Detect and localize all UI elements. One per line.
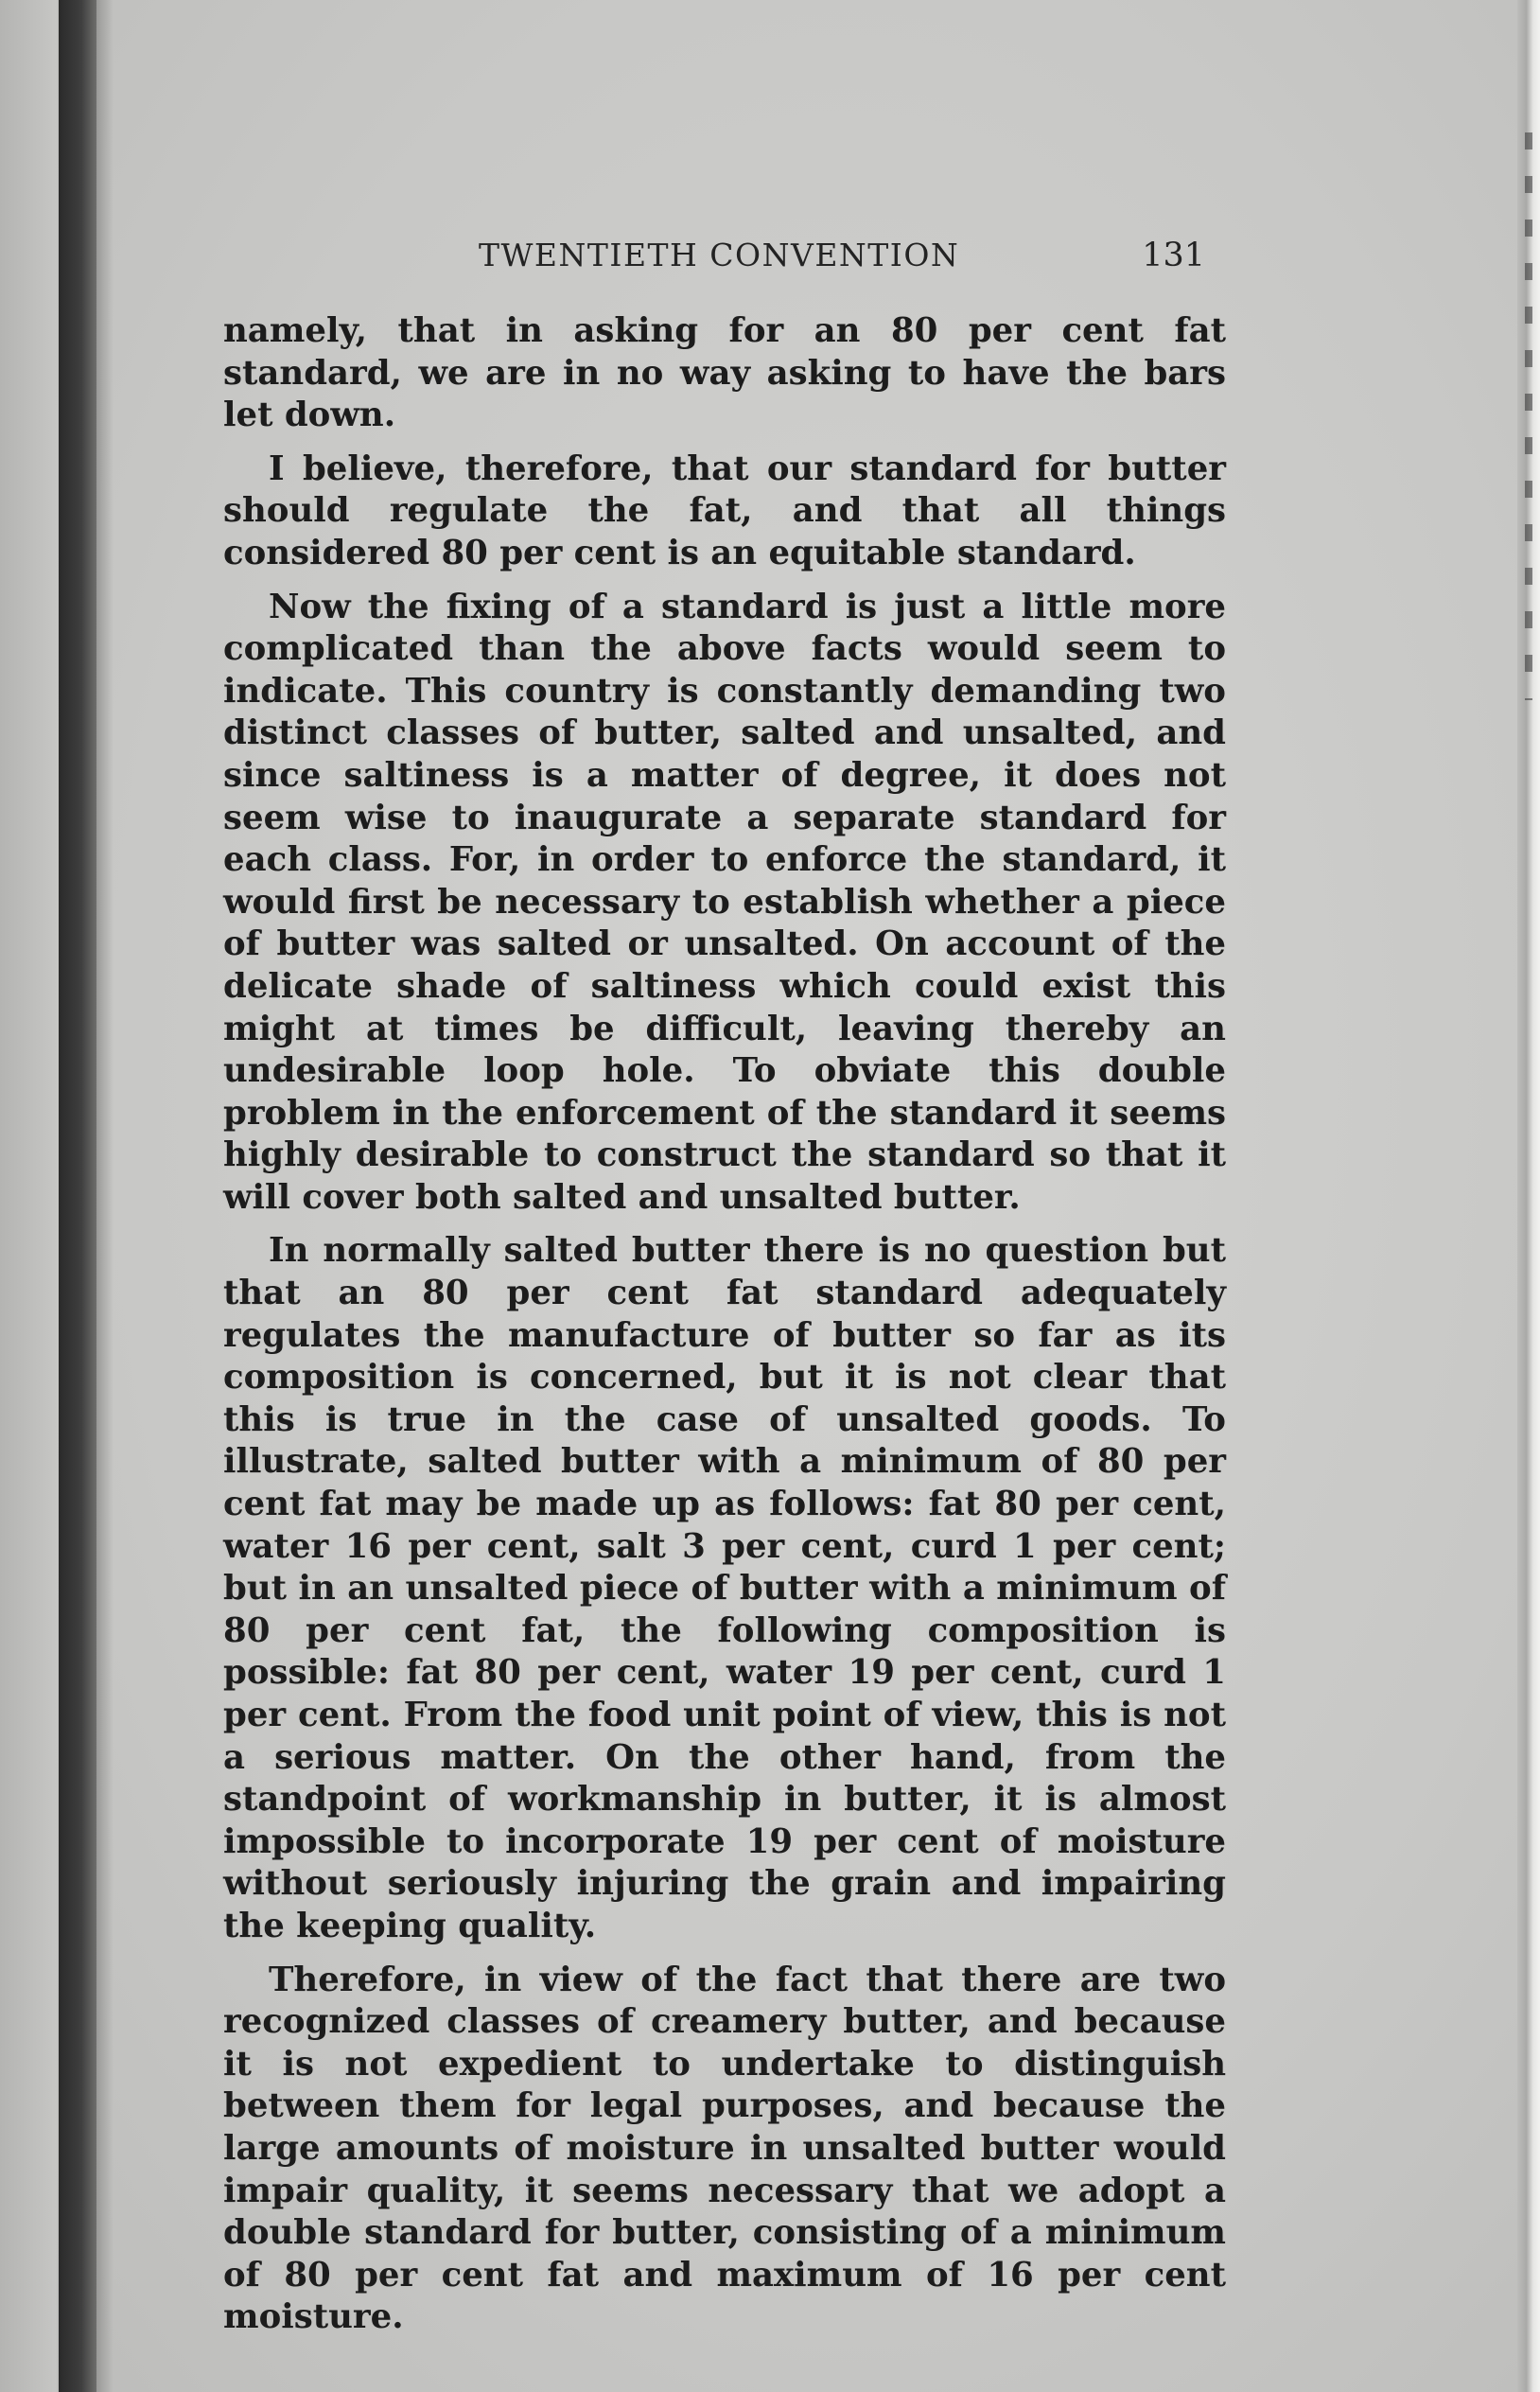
gutter-shadow (96, 0, 114, 2392)
running-title: TWENTIETH CONVENTION (479, 237, 960, 273)
paragraph-2: I believe, therefore, that our standard for butter should regulate the fat, and that all things considered 80 per cent is an equitable standard. (223, 448, 1226, 572)
binding-gutter (59, 0, 96, 2392)
body-text (223, 310, 1226, 2350)
paragraph-4: In normally salted butter there is no question but that an 80 per cent fat standard adequately regulates the manufacture of butter so far as its composition is concerned, but it is not clear that this is true in the case of unsalted goods. To illustrate, salted butter with a minimum of 80 per cent fat may be made up as follows: fat 80 per cent, water 16 per cent, salt 3 per cent, curd 1 per cent; but in an unsalted piece of butter with a minimum of 80 per cent fat, the following composition is possible: fat 80 per cent, water 19 per cent, curd 1 per cent. From the food unit point of view, this is not a serious matter. On the other hand, from the standpoint of workmanship in butter, it is almost impossible to incorporate 19 per cent of moisture without seriously injuring the grain and impairing the keeping quality. (223, 1231, 1226, 1945)
paragraph-5: Therefore, in view of the fact that there are two recognized classes of creamery butter, and because it is not expedient to undertake to distinguish between them for legal purposes, and because the large amounts of moisture in unsalted butter would impair quality, it seems necessary that we adopt a double standard for butter, consisting of a minimum of 80 per cent fat and maximum of 16 per cent moisture. (223, 1960, 1226, 2337)
paragraph-3: Now the fixing of a standard is just a little more complicated than the above facts would seem to indicate. This country is constantly demanding two distinct classes of butter, salted and unsalted, and since saltiness is a matter of degree, it does not seem wise to inaugurate a separate standard for each class. For, in order to enforce the standard, it would first be necessary to establish whether a piece of butter was salted or unsalted. On account of the delicate shade of saltiness which could exist this might at times be difficult, leaving thereby an undesirable loop hole. To obviate this double problem in the enforcement of the standard it seems highly desirable to construct the standard so that it will cover both salted and unsalted butter. (223, 587, 1226, 1217)
bleed-through-marks (1525, 132, 1532, 700)
running-head (223, 233, 1226, 280)
paragraph-1: namely, that in asking for an 80 per cent fat standard, we are in no way asking to have the bars let down. (223, 311, 1226, 435)
binding-margin (0, 0, 57, 2392)
page-number: 131 (1142, 237, 1205, 274)
next-page-edge (1517, 0, 1540, 2392)
